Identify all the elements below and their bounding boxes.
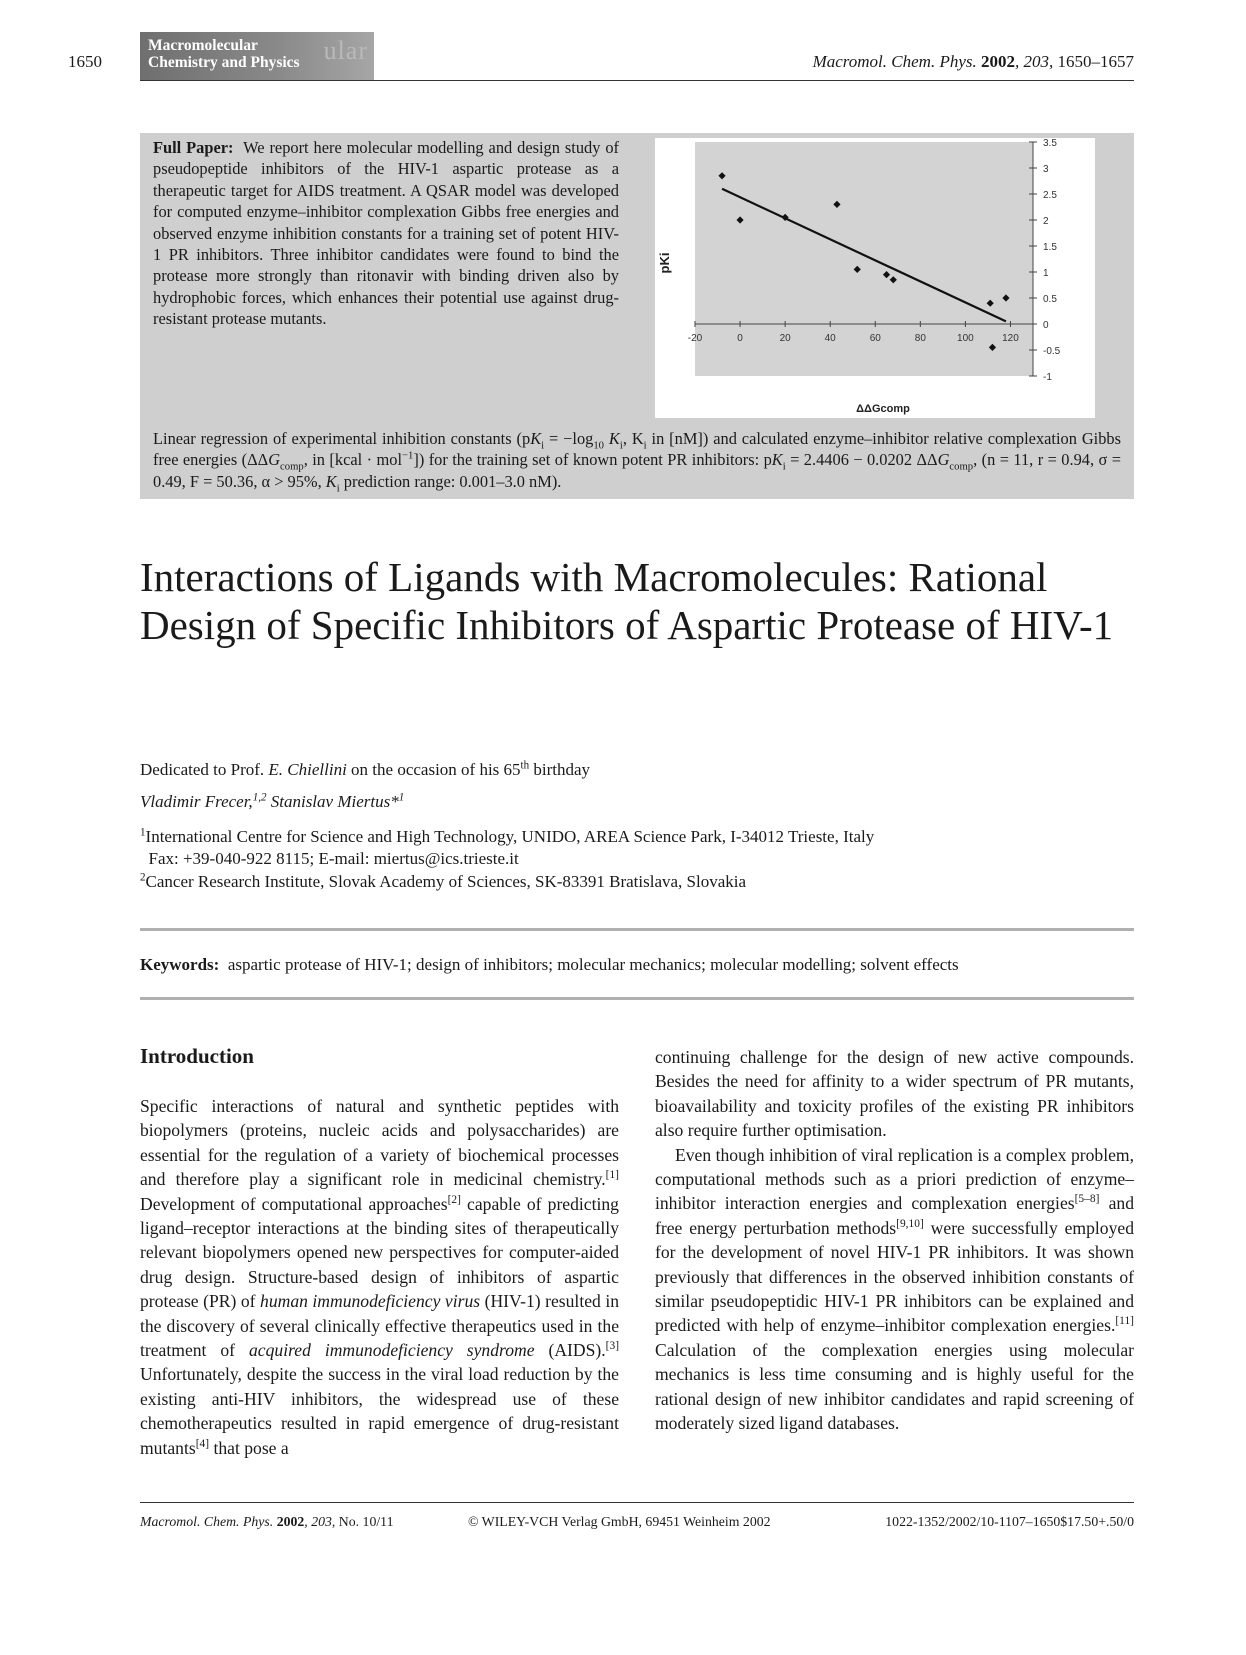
x-tick-label: 60 [869, 333, 881, 344]
affiliation-1: $^1$International Centre for Science and High Technology, UNIDO, AREA Science Park, I-34012 Trieste, Italy Fax: +39-040-922 8115; E-mail: miertus@ics.trieste.it [140, 826, 875, 868]
y-tick-label: 1.5 [1043, 242, 1057, 253]
y-tick-label: 2 [1043, 216, 1049, 227]
y-axis-label: pKi [657, 252, 672, 274]
dedication: Dedicated to Prof. E. Chiellini on the occasion of his 65th birthday [140, 759, 591, 779]
logo-line2: Chemistry and Physics [148, 54, 300, 71]
citation-journal: Macromol. Chem. Phys. [812, 52, 977, 71]
authors: Vladimir Frecer,$^{1,2}$ Stanislav Miertus*$^1$ [140, 791, 405, 811]
plot-area [695, 142, 1033, 376]
y-tick-label: 3 [1043, 164, 1049, 175]
keywords-rule-top [140, 928, 1134, 931]
x-tick-label: 40 [824, 333, 836, 344]
page-number: 1650 [68, 52, 102, 71]
journal-logo [140, 32, 374, 80]
abstract-label: Full Paper: [153, 138, 234, 157]
y-tick-label: -1 [1043, 372, 1052, 383]
regression-chart [655, 138, 1095, 418]
chart-panel [655, 138, 1095, 418]
footer-citation: Macromol. Chem. Phys. 2002, 203, No. 10/11 [140, 1514, 394, 1529]
x-tick-label: -20 [687, 333, 703, 344]
footer-rule [140, 1502, 1134, 1503]
paper-title: Interactions of Ligands with Macromolecules: Rational Design of Specific Inhibitors of Aspartic Protease of HIV-1 [140, 554, 1114, 648]
intro-paragraph: continuing challenge for the design of new active compounds. Besides the need for affinity to a wider spectrum of PR mutants, bioavailability and toxicity profiles of the existing PR inhibitors also require further optimisation. [655, 1047, 1134, 1141]
citation-volume: 203 [1023, 52, 1049, 71]
keywords-rule-bottom [140, 997, 1134, 1000]
y-tick-label: 0.5 [1043, 294, 1057, 305]
affiliation-1-contact: Fax: +39-040-922 8115; E-mail: miertus@ics.trieste.it [148, 849, 519, 868]
x-tick-label: 120 [1002, 333, 1019, 344]
affiliation-2: $^2$Cancer Research Institute, Slovak Academy of Sciences, SK-83391 Bratislava, Slovakia [140, 871, 747, 891]
x-tick-label: 80 [914, 333, 926, 344]
intro-column-2 [655, 1045, 1134, 1436]
y-tick-label: -0.5 [1043, 346, 1061, 357]
header-rule [140, 80, 1134, 81]
x-tick-label: 20 [779, 333, 791, 344]
x-tick-label: 0 [737, 333, 743, 344]
y-tick-label: 2.5 [1043, 190, 1057, 201]
keywords: Keywords: aspartic protease of HIV-1; design of inhibitors; molecular mechanics; molecular modelling; solvent effects [140, 955, 959, 974]
footer-publisher: © WILEY-VCH Verlag GmbH, 69451 Weinheim 2002 [468, 1514, 771, 1529]
intro-paragraph: Even though inhibition of viral replication is a complex problem, computational methods such as a priori prediction of enzyme–inhibitor interaction energies and complexation energies[5–8] and free energy perturbation methods[9,10] were successfully employed for the development of novel HIV-1 PR inhibitors. It was shown previously that differences in the observed inhibition constants of similar pseudopeptidic HIV-1 PR inhibitors can be explained and predicted with help of enzyme–inhibitor complexation energies.[11] Calculation of the complexation energies using molecular mechanics is less time consuming and is highly useful for the rational design of new inhibitor candidates and rapid screening of moderately sized ligand databases. [655, 1144, 1135, 1434]
y-tick-label: 0 [1043, 320, 1049, 331]
footer-code: 1022-1352/2002/10-1107–1650$17.50+.50/0 [885, 1514, 1134, 1529]
figure-caption: Linear regression of experimental inhibition constants ($pK_i = -\log_{10}$ $K_i$, $K_i$ in [nM]) and calculated enzyme–inhibitor relative complexation Gibbs free energies ($\Delta\Delta G_{comp}$, in [kcal · mol$^{-1}$]) for the training set of known potent PR inhibitors: $pK_i = 2.4406 - 0.0202$ $\Delta\Delta G_{comp}$, (n = 11, r = 0.94, σ = 0.49, F = 50.36, α > 95%, $K_i$ prediction range: 0.001–3.0 nM). [153, 429, 1122, 495]
y-tick-label: 3.5 [1043, 138, 1057, 149]
x-axis-label: ΔΔGcomp [856, 403, 910, 415]
x-tick-label: 100 [957, 333, 974, 344]
header-citation: Macromol. Chem. Phys. 2002, 203, 1650–1657 [812, 52, 1134, 71]
logo-bgword: ular [323, 36, 368, 65]
section-heading: Introduction [140, 1044, 254, 1068]
y-tick-label: 1 [1043, 268, 1049, 279]
abstract-body: We report here molecular modelling and design study of pseudopeptide inhibitors of the HIV-1 aspartic protease as a therapeutic target for AIDS treatment. A QSAR model was developed for computed enzyme–inhibitor complexation Gibbs free energies and observed enzyme inhibition constants for a training set of potent HIV-1 PR inhibitors. Three inhibitor candidates were found to bind the protease more strongly than ritonavir with binding driven also by hydrophobic forces, which enhances their potential use against drug-resistant protease mutants. [153, 138, 619, 329]
intro-column-1: Specific interactions of natural and synthetic peptides with biopolymers (proteins, nucleic acids and polysaccharides) are essential for the regulation of a variety of biochemical processes and therefore play a significant role in medicinal chemistry.[1] Development of computational approaches[2] capable of predicting ligand–receptor interactions at the binding sites of therapeutically relevant biopolymers opened new perspectives for computer-aided drug design. Structure-based design of inhibitors of aspartic protease (PR) of human immunodeficiency virus (HIV-1) resulted in the discovery of several clinically effective therapeutics used in the treatment of acquired immunodeficiency syndrome (AIDS).[3] Unfortunately, despite the success in the viral load reduction by the existing anti-HIV inhibitors, the widespread use of these chemotherapeutics resulted in rapid emergence of drug-resistant mutants[4] that pose a [140, 1096, 620, 1458]
abstract-text [153, 137, 619, 330]
citation-year: 2002 [981, 52, 1015, 71]
logo-line1: Macromolecular [148, 37, 258, 54]
citation-pages: , 1650–1657 [1049, 52, 1134, 71]
